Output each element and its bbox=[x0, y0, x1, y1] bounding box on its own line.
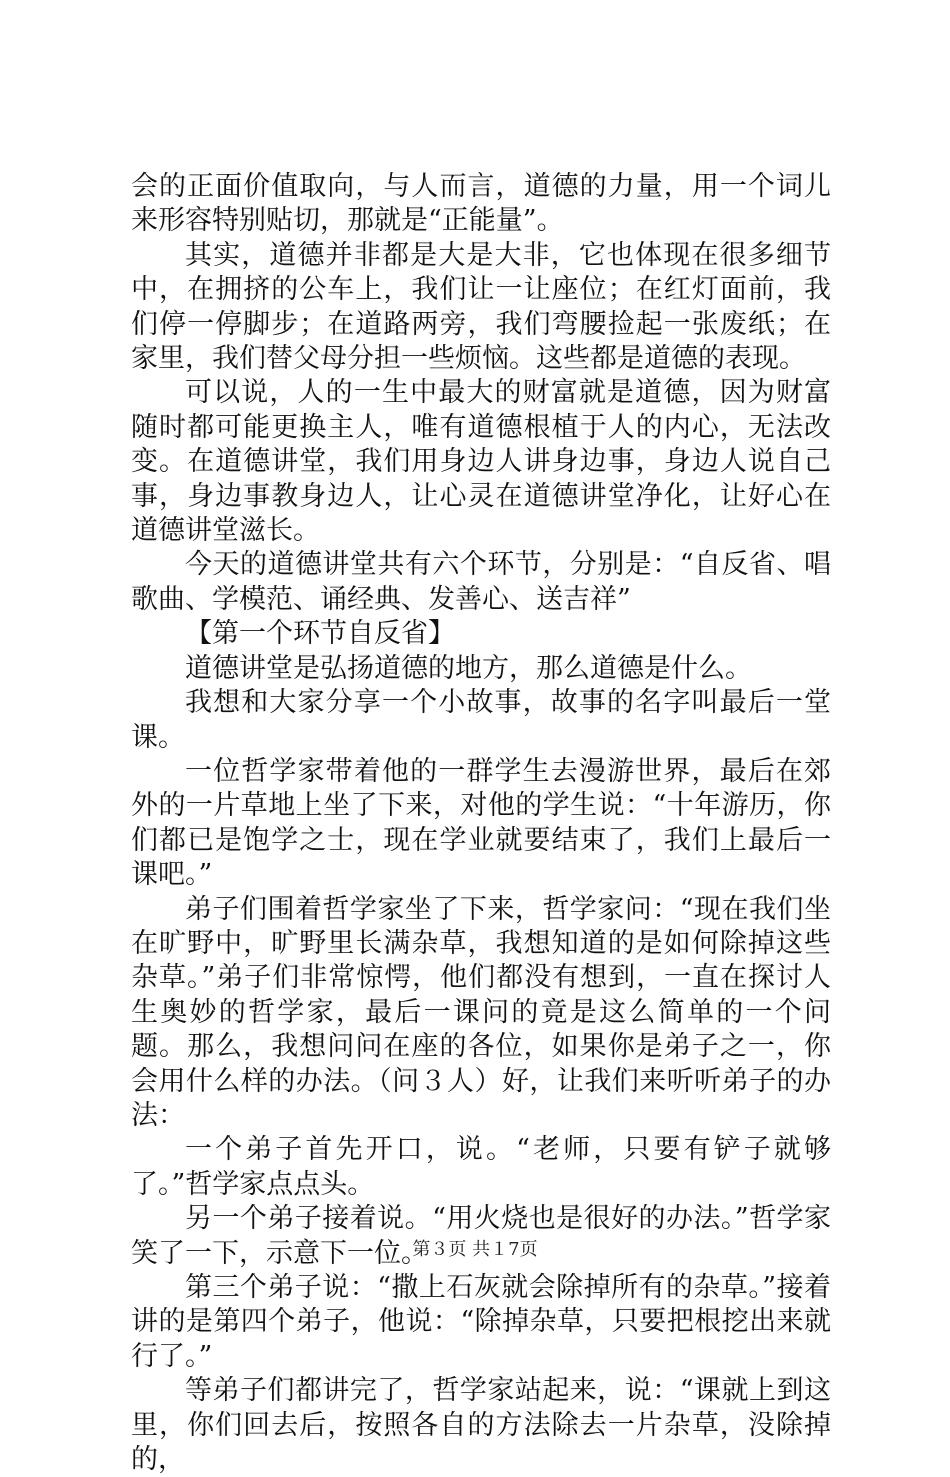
paragraph: 弟子们围着哲学家坐了下来，哲学家问：“现在我们坐在旷野中，旷野里长满杂草，我想知道的是如何除掉这些杂草。”弟子们非常惊愕，他们都没有想到，一直在探讨人生奥妙的哲学家，最后一课问的竟是这么简单的一个问题。那么，我想问问在座的各位，如果你是弟子之一，你会用什么样的办法。（问３人）好，让我们来听听弟子的办法： bbox=[131, 893, 831, 1131]
paragraph: 可以说，人的一生中最大的财富就是道德，因为财富随时都可能更换主人，唯有道德根植于人的内心，无法改变。在道德讲堂，我们用身边人讲身边事，身边人说自己事，身边事教身边人，让心灵在道德讲堂净化，让好心在道德讲堂滋长。 bbox=[131, 377, 831, 547]
paragraph: 一位哲学家带着他的一群学生去漫游世界，最后在郊外的一片草地上坐了下来，对他的学生说：“十年游历，你们都已是饱学之士，现在学业就要结束了，我们上最后一课吧。” bbox=[131, 755, 831, 891]
paragraph: 另一个弟子接着说。“用火烧也是很好的办法。”哲学家笑了一下，示意下一位。 bbox=[131, 1203, 831, 1269]
paragraph: 今天的道德讲堂共有六个环节，分别是：“自反省、唱歌曲、学模范、诵经典、发善心、送吉祥” bbox=[131, 549, 831, 615]
paragraph: 一个弟子首先开口，说。“老师，只要有铲子就够了。”哲学家点点头。 bbox=[131, 1134, 831, 1200]
paragraph: 其实，道德并非都是大是大非，它也体现在很多细节中，在拥挤的公车上，我们让一让座位；在红灯面前，我们停一停脚步；在道路两旁，我们弯腰捡起一张废纸；在家里，我们替父母分担一些烦恼。这些都是道德的表现。 bbox=[131, 239, 831, 375]
paragraph: 第三个弟子说：“撒上石灰就会除掉所有的杂草。”接着讲的是第四个弟子，他说：“除掉杂草，只要把根挖出来就行了。” bbox=[131, 1272, 831, 1372]
paragraph: 等弟子们都讲完了，哲学家站起来，说：“课就上到这里，你们回去后，按照各自的方法除去一片杂草，没除掉的， bbox=[131, 1375, 831, 1476]
body-text bbox=[131, 170, 831, 1477]
page-footer bbox=[0, 1238, 950, 1262]
section-heading: 【第一个环节自反省】 bbox=[185, 618, 455, 650]
paragraph: 我想和大家分享一个小故事，故事的名字叫最后一堂课。 bbox=[131, 687, 831, 753]
paragraph: 会的正面价值取向，与人而言，道德的力量，用一个词儿来形容特别贴切，那就是“正能量”。 bbox=[131, 171, 831, 237]
paragraph: 道德讲堂是弘扬道德的地方，那么道德是什么。 bbox=[185, 652, 752, 684]
page-number-label: 第３页 共１7页 bbox=[412, 1239, 538, 1260]
